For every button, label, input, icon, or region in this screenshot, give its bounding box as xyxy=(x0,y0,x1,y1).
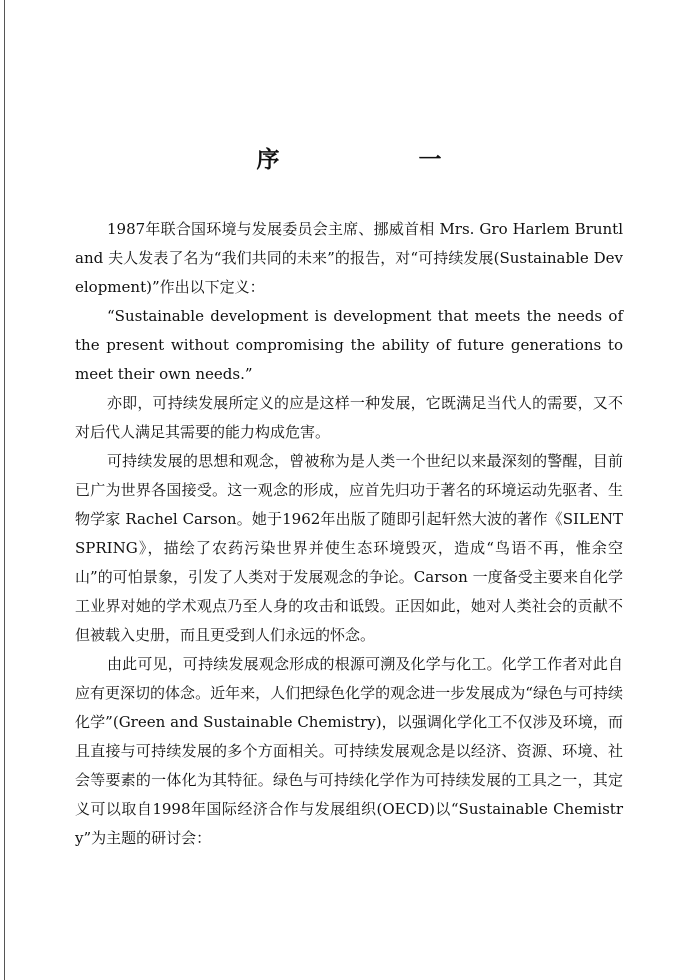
paragraph-2-quote: “Sustainable development is development that meets the needs of the present without compromising the ability of future generations to meet their own needs.” xyxy=(75,307,623,383)
document-page xyxy=(75,145,623,853)
paragraph-4: 可持续发展的思想和观念，曾被称为是人类一个世纪以来最深刻的警醒，目前已广为世界各国接受。这一观念的形成，应首先归功于著名的环境运动先驱者、生物学家 Rachel Carson。她于1962年出版了随即引起轩然大波的著作《SILENT SPRING》，描绘了农药污染世界并使生态环境毁灭，造成“鸟语不再，惟余空山”的可怕景象，引发了人类对于发展观念的争论。Carson 一度备受主要来自化学工业界对她的学术观点乃至人身的攻击和诋毁。正因如此，她对人类社会的贡献不但被载入史册，而且更受到人们永远的怀念。 xyxy=(75,452,623,644)
page-edge-rule xyxy=(4,0,5,980)
page-title: 序 一 xyxy=(256,147,500,173)
paragraph-1: 1987年联合国环境与发展委员会主席、挪威首相 Mrs. Gro Harlem Bruntland 夫人发表了名为“我们共同的未来”的报告，对“可持续发展(Sustainable Development)”作出以下定义： xyxy=(75,220,623,296)
paragraph-3: 亦即，可持续发展所定义的应是这样一种发展，它既满足当代人的需要，又不对后代人满足其需要的能力构成危害。 xyxy=(75,394,623,441)
paragraph-5: 由此可见，可持续发展观念形成的根源可溯及化学与化工。化学工作者对此自应有更深切的体念。近年来，人们把绿色化学的观念进一步发展成为“绿色与可持续化学”(Green and Sustainable Chemistry)，以强调化学化工不仅涉及环境，而且直接与可持续发展的多个方面相关。可持续发展观念是以经济、资源、环境、社会等要素的一体化为其特征。绿色与可持续化学作为可持续发展的工具之一，其定义可以取自1998年国际经济合作与发展组织(OECD)以“Sustainable Chemistry”为主题的研讨会： xyxy=(75,655,623,847)
